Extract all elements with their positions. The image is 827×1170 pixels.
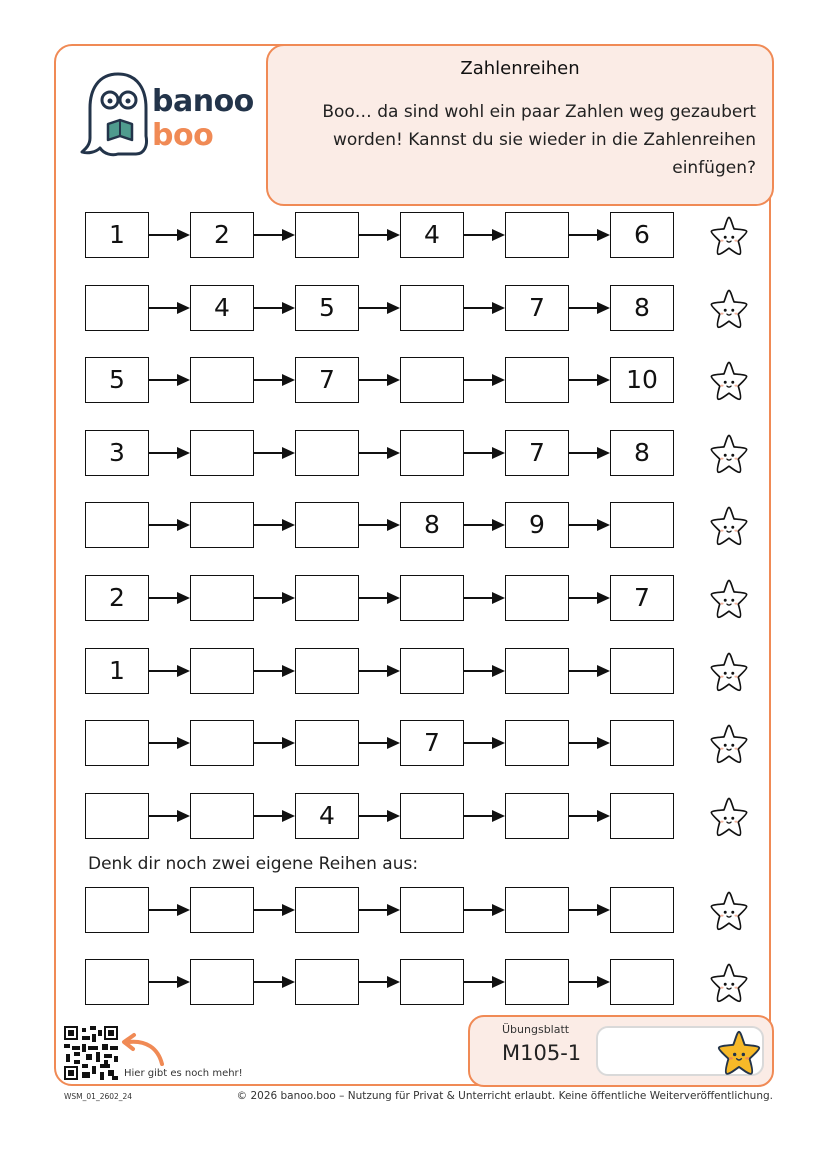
- arrow-right-icon: [359, 902, 401, 918]
- answer-box[interactable]: [190, 502, 254, 548]
- arrow-right-icon: [149, 517, 191, 533]
- arrow-right-icon: [254, 808, 296, 824]
- smiling-star-icon[interactable]: [708, 962, 750, 1004]
- arrow-right-icon: [464, 227, 506, 243]
- answer-box[interactable]: [295, 648, 359, 694]
- sheet-code: M105-1: [502, 1041, 582, 1065]
- sheet-label: Übungsblatt: [502, 1023, 570, 1036]
- number-box: 3: [85, 430, 149, 476]
- arrow-right-icon: [359, 445, 401, 461]
- number-sequence-row: [0, 793, 827, 841]
- number-box: 7: [505, 285, 569, 331]
- brand-name-line2: boo: [152, 118, 214, 153]
- answer-box[interactable]: [85, 959, 149, 1005]
- arrow-right-icon: [359, 974, 401, 990]
- answer-box[interactable]: [505, 212, 569, 258]
- arrow-right-icon: [254, 663, 296, 679]
- number-box: 4: [295, 793, 359, 839]
- number-sequence-row: [0, 430, 827, 478]
- arrow-right-icon: [464, 590, 506, 606]
- answer-box[interactable]: [295, 887, 359, 933]
- answer-box[interactable]: [295, 212, 359, 258]
- arrow-right-icon: [254, 735, 296, 751]
- arrow-right-icon: [359, 372, 401, 388]
- ghost-reading-icon: [78, 68, 158, 164]
- answer-box[interactable]: [190, 887, 254, 933]
- arrow-right-icon: [569, 445, 611, 461]
- answer-box[interactable]: [400, 887, 464, 933]
- number-box: 7: [295, 357, 359, 403]
- answer-box[interactable]: [400, 959, 464, 1005]
- number-box: 1: [85, 648, 149, 694]
- curved-arrow-icon: [118, 1032, 168, 1070]
- arrow-right-icon: [149, 445, 191, 461]
- arrow-right-icon: [254, 227, 296, 243]
- arrow-right-icon: [569, 974, 611, 990]
- number-sequence-row: [0, 575, 827, 623]
- smiling-star-icon[interactable]: [708, 796, 750, 838]
- number-box: 9: [505, 502, 569, 548]
- arrow-right-icon: [149, 974, 191, 990]
- header-box: [266, 44, 774, 206]
- answer-box[interactable]: [190, 959, 254, 1005]
- arrow-right-icon: [569, 735, 611, 751]
- answer-box[interactable]: [400, 648, 464, 694]
- smiling-star-icon[interactable]: [708, 215, 750, 257]
- answer-box[interactable]: [190, 648, 254, 694]
- arrow-right-icon: [569, 590, 611, 606]
- arrow-right-icon: [254, 372, 296, 388]
- number-sequence-row: [0, 285, 827, 333]
- arrow-right-icon: [149, 227, 191, 243]
- answer-box[interactable]: [610, 648, 674, 694]
- arrow-right-icon: [149, 300, 191, 316]
- arrow-right-icon: [254, 590, 296, 606]
- arrow-right-icon: [359, 590, 401, 606]
- number-box: 6: [610, 212, 674, 258]
- answer-box[interactable]: [505, 793, 569, 839]
- arrow-right-icon: [464, 808, 506, 824]
- arrow-right-icon: [254, 445, 296, 461]
- number-box: 8: [400, 502, 464, 548]
- answer-box[interactable]: [610, 959, 674, 1005]
- number-sequence-row: [0, 502, 827, 550]
- number-box: 8: [610, 285, 674, 331]
- answer-box[interactable]: [85, 285, 149, 331]
- arrow-right-icon: [149, 590, 191, 606]
- arrow-right-icon: [464, 735, 506, 751]
- answer-box[interactable]: [610, 502, 674, 548]
- answer-box[interactable]: [190, 430, 254, 476]
- instructions-text: Boo… da sind wohl ein paar Zahlen weg gezaubert worden! Kannst du sie wieder in die Zahlenreihen einfügen?: [322, 102, 756, 178]
- arrow-right-icon: [359, 735, 401, 751]
- answer-box[interactable]: [505, 720, 569, 766]
- custom-sequence-row: [0, 887, 827, 935]
- number-box: 1: [85, 212, 149, 258]
- answer-box[interactable]: [190, 793, 254, 839]
- brand-name-line1: banoo: [152, 84, 254, 119]
- copyright-text: © 2026 banoo.boo – Nutzung für Privat & Unterricht erlaubt. Keine öffentliche Weiterveröffentlichung.: [236, 1090, 773, 1102]
- number-box: 5: [295, 285, 359, 331]
- number-box: 8: [610, 430, 674, 476]
- answer-box[interactable]: [295, 430, 359, 476]
- smiling-star-icon[interactable]: [708, 578, 750, 620]
- number-box: 5: [85, 357, 149, 403]
- answer-box[interactable]: [190, 720, 254, 766]
- number-box: 7: [505, 430, 569, 476]
- arrow-right-icon: [149, 808, 191, 824]
- brand-logo: [78, 68, 268, 168]
- smiling-star-icon[interactable]: [708, 723, 750, 765]
- answer-box[interactable]: [400, 285, 464, 331]
- custom-rows-label: Denk dir noch zwei eigene Reihen aus:: [88, 854, 419, 874]
- smiling-star-icon[interactable]: [708, 651, 750, 693]
- answer-box[interactable]: [85, 793, 149, 839]
- worksheet-code: WSM_01_2602_24: [64, 1092, 133, 1101]
- smiling-star-icon[interactable]: [708, 890, 750, 932]
- arrow-right-icon: [359, 227, 401, 243]
- smiling-star-icon[interactable]: [708, 505, 750, 547]
- answer-box[interactable]: [610, 720, 674, 766]
- arrow-right-icon: [464, 663, 506, 679]
- arrow-right-icon: [569, 663, 611, 679]
- custom-sequence-row: [0, 959, 827, 1007]
- answer-box[interactable]: [505, 648, 569, 694]
- answer-box[interactable]: [400, 793, 464, 839]
- smiling-star-icon[interactable]: [708, 360, 750, 402]
- arrow-right-icon: [254, 974, 296, 990]
- arrow-right-icon: [464, 902, 506, 918]
- answer-box[interactable]: [85, 720, 149, 766]
- answer-box[interactable]: [610, 793, 674, 839]
- arrow-right-icon: [464, 372, 506, 388]
- arrow-right-icon: [569, 227, 611, 243]
- number-box: 4: [400, 212, 464, 258]
- worksheet-id-box: [468, 1015, 774, 1087]
- arrow-right-icon: [149, 902, 191, 918]
- page-title: Zahlenreihen: [460, 58, 580, 79]
- arrow-right-icon: [569, 808, 611, 824]
- answer-box[interactable]: [295, 575, 359, 621]
- answer-box[interactable]: [400, 575, 464, 621]
- arrow-right-icon: [464, 445, 506, 461]
- arrow-right-icon: [359, 663, 401, 679]
- arrow-right-icon: [569, 300, 611, 316]
- number-box: 7: [400, 720, 464, 766]
- answer-box[interactable]: [505, 887, 569, 933]
- answer-box[interactable]: [505, 357, 569, 403]
- answer-box[interactable]: [295, 959, 359, 1005]
- arrow-right-icon: [254, 517, 296, 533]
- arrow-right-icon: [359, 517, 401, 533]
- answer-box[interactable]: [295, 502, 359, 548]
- answer-box[interactable]: [610, 887, 674, 933]
- arrow-right-icon: [464, 974, 506, 990]
- number-box: 2: [190, 212, 254, 258]
- answer-box[interactable]: [85, 502, 149, 548]
- answer-box[interactable]: [505, 959, 569, 1005]
- qr-label: Hier gibt es noch mehr!: [124, 1068, 243, 1079]
- number-box: 10: [610, 357, 674, 403]
- arrow-right-icon: [569, 902, 611, 918]
- arrow-right-icon: [569, 372, 611, 388]
- answer-box[interactable]: [400, 357, 464, 403]
- number-sequence-row: [0, 720, 827, 768]
- answer-box[interactable]: [400, 430, 464, 476]
- number-box: 4: [190, 285, 254, 331]
- arrow-right-icon: [359, 808, 401, 824]
- answer-box[interactable]: [190, 357, 254, 403]
- arrow-right-icon: [464, 517, 506, 533]
- arrow-right-icon: [464, 300, 506, 316]
- arrow-right-icon: [569, 517, 611, 533]
- answer-box[interactable]: [295, 720, 359, 766]
- arrow-right-icon: [149, 735, 191, 751]
- answer-box[interactable]: [505, 575, 569, 621]
- smiling-star-icon[interactable]: [708, 288, 750, 330]
- arrow-right-icon: [149, 372, 191, 388]
- arrow-right-icon: [149, 663, 191, 679]
- number-sequence-row: [0, 648, 827, 696]
- qr-code-icon[interactable]: [64, 1026, 118, 1080]
- answer-box[interactable]: [190, 575, 254, 621]
- smiling-star-icon: [714, 1029, 764, 1077]
- number-sequence-row: [0, 212, 827, 260]
- number-box: 2: [85, 575, 149, 621]
- arrow-right-icon: [359, 300, 401, 316]
- arrow-right-icon: [254, 902, 296, 918]
- number-sequence-row: [0, 357, 827, 405]
- smiling-star-icon[interactable]: [708, 433, 750, 475]
- answer-box[interactable]: [85, 887, 149, 933]
- number-box: 7: [610, 575, 674, 621]
- arrow-right-icon: [254, 300, 296, 316]
